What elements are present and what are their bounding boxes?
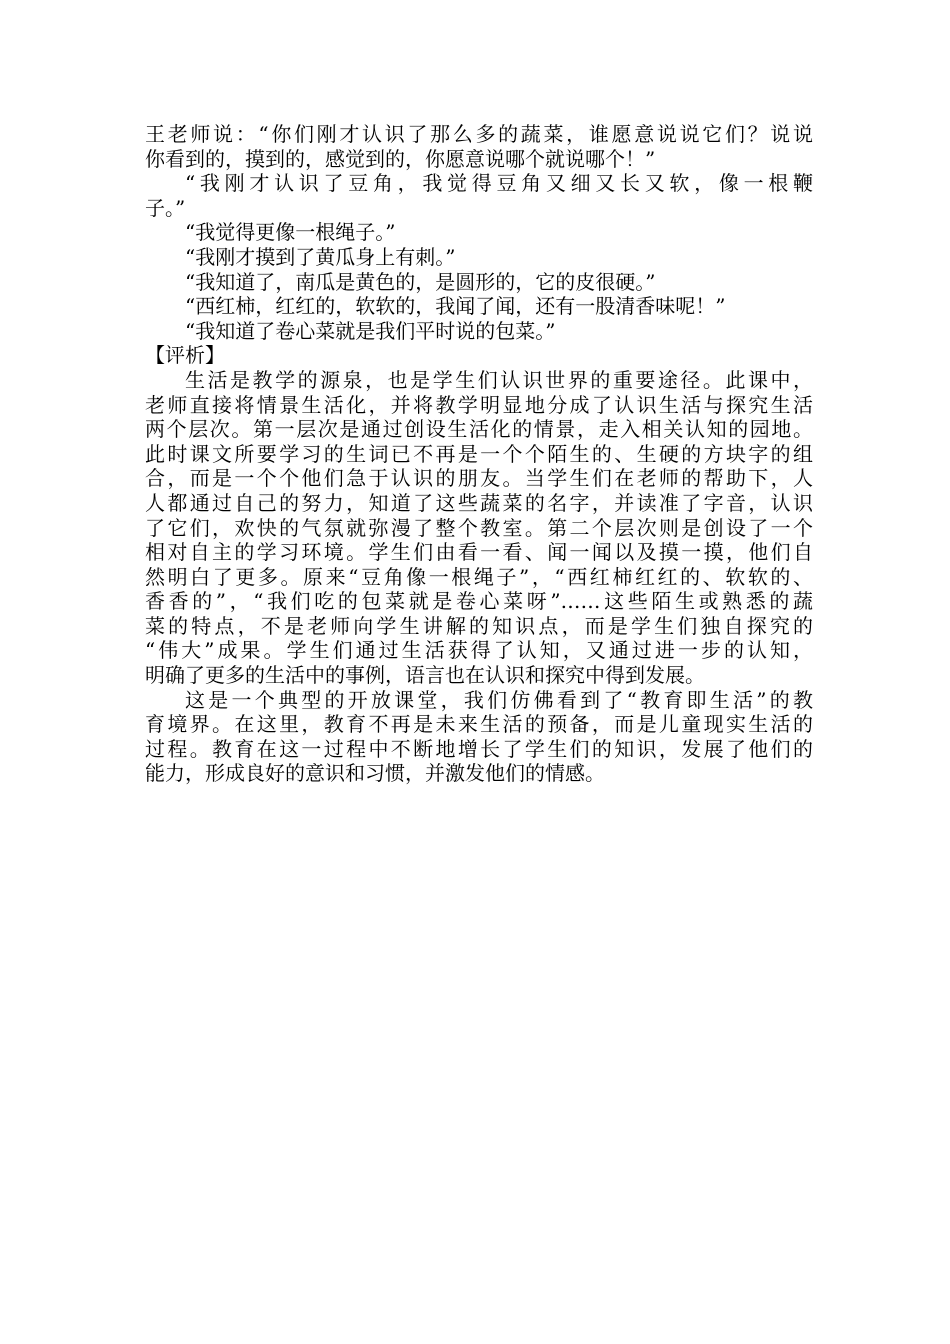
analysis-line: 了它们，欢快的气氛就弥漫了整个教室。第二个层次则是创设了一个 — [145, 515, 813, 540]
analysis-heading: 【评析】 — [145, 343, 225, 368]
analysis-line: 此时课文所要学习的生词已不再是一个个陌生的、生硬的方块字的组 — [145, 441, 813, 466]
analysis-line: “伟大”成果。学生们通过生活获得了认知，又通过进一步的认知， — [145, 638, 813, 663]
analysis-line: 香香的”，“我们吃的包菜就是卷心菜呀”……这些陌生或熟悉的蔬 — [145, 589, 813, 614]
analysis-line: 老师直接将情景生活化，并将教学明显地分成了认识生活与探究生活 — [145, 392, 813, 417]
dialogue-line: “我知道了，南瓜是黄色的，是圆形的，它的皮很硬。” — [185, 269, 656, 294]
analysis-line: 明确了更多的生活中的事例，语言也在认识和探究中得到发展。 — [145, 663, 705, 688]
dialogue-line: 子。” — [145, 195, 186, 220]
analysis-line: 这是一个典型的开放课堂，我们仿佛看到了“教育即生活”的教 — [185, 687, 813, 712]
dialogue-line: “我刚才摸到了黄瓜身上有刺。” — [185, 244, 456, 269]
analysis-line: 合，而是一个个他们急于认识的朋友。当学生们在老师的帮助下，人 — [145, 466, 813, 491]
dialogue-line: “我知道了卷心菜就是我们平时说的包菜。” — [185, 318, 556, 343]
analysis-line: 能力，形成良好的意识和习惯，并激发他们的情感。 — [145, 761, 605, 786]
document-page — [145, 122, 813, 786]
analysis-line: 然明白了更多。原来“豆角像一根绳子”，“西红柿红红的、软软的、 — [145, 564, 813, 589]
analysis-line: 人都通过自己的努力，知道了这些蔬菜的名字，并读准了字音，认识 — [145, 490, 813, 515]
dialogue-section — [145, 122, 813, 343]
dialogue-line: “我刚才认识了豆角，我觉得豆角又细又长又软，像一根鞭 — [185, 171, 813, 196]
analysis-line: 相对自主的学习环境。学生们由看一看、闻一闻以及摸一摸，他们自 — [145, 540, 813, 565]
dialogue-line: 王老师说：“你们刚才认识了那么多的蔬菜，谁愿意说说它们？说说 — [145, 122, 813, 146]
dialogue-line: 你看到的，摸到的，感觉到的，你愿意说哪个就说哪个！” — [145, 146, 656, 171]
analysis-line: 育境界。在这里，教育不再是未来生活的预备，而是儿童现实生活的 — [145, 712, 813, 737]
analysis-line: 菜的特点，不是老师向学生讲解的知识点，而是学生们独自探究的 — [145, 613, 813, 638]
analysis-line: 过程。教育在这一过程中不断地增长了学生们的知识，发展了他们的 — [145, 736, 813, 761]
dialogue-line: “西红柿，红红的，软软的，我闻了闻，还有一股清香味呢！” — [185, 294, 726, 319]
analysis-section — [145, 368, 813, 786]
dialogue-line: “我觉得更像一根绳子。” — [185, 220, 396, 245]
analysis-line: 两个层次。第一层次是通过创设生活化的情景，走入相关认知的园地。 — [145, 417, 813, 442]
analysis-line: 生活是教学的源泉，也是学生们认识世界的重要途径。此课中， — [185, 367, 813, 392]
